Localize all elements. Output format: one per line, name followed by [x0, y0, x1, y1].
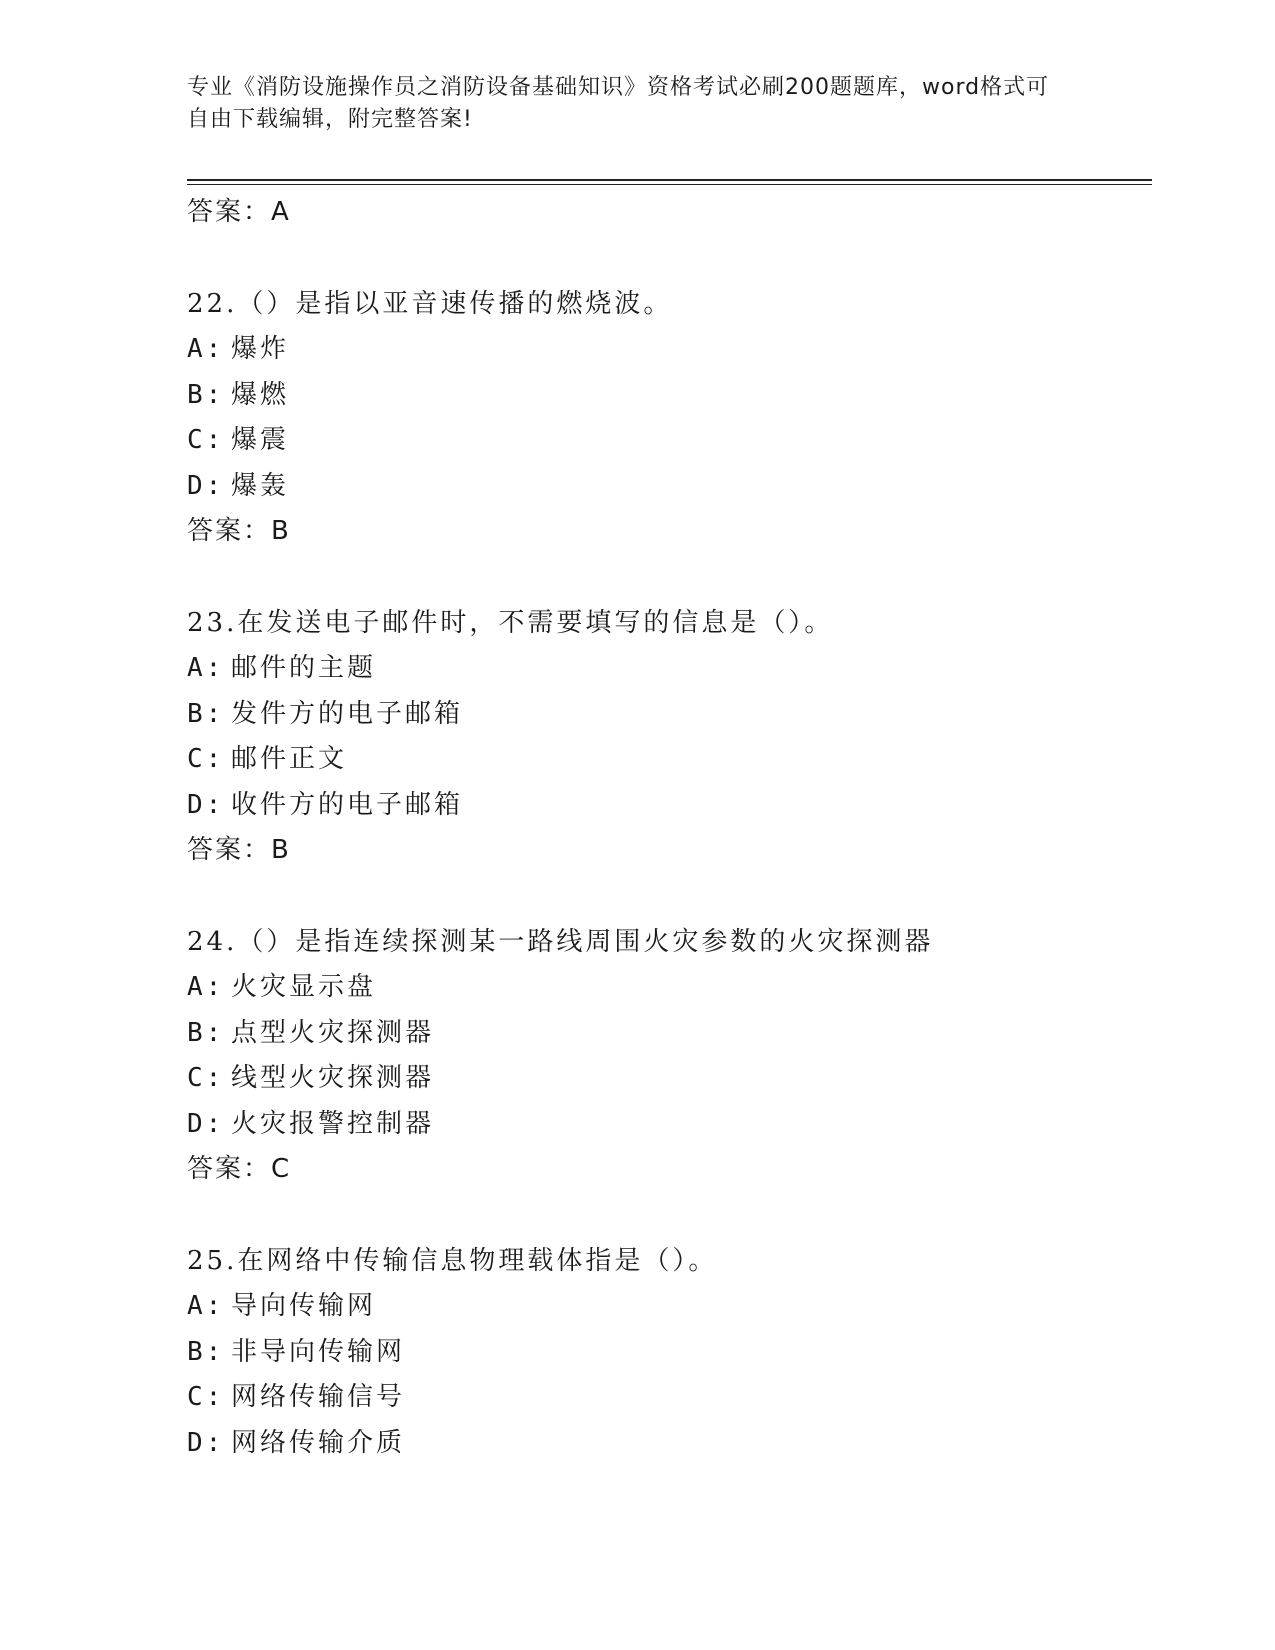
option-letter: A:	[187, 1291, 225, 1321]
option-a	[187, 965, 1152, 1011]
option-letter: A:	[187, 334, 225, 364]
option-text: 邮件正文	[231, 744, 348, 774]
question-text: 23.在发送电子邮件时，不需要填写的信息是（）。	[187, 608, 834, 638]
option-letter: C:	[187, 1063, 225, 1093]
spacer	[187, 235, 1152, 282]
answer-label: 答案：	[187, 516, 272, 546]
option-a	[187, 646, 1152, 692]
option-b	[187, 373, 1152, 419]
question-text: 22.（）是指以亚音速传播的燃烧波。	[187, 289, 673, 319]
option-letter: C:	[187, 744, 225, 774]
option-letter: B:	[187, 379, 225, 410]
option-letter: C:	[187, 425, 225, 455]
option-b	[187, 1330, 1152, 1376]
answer-value: A	[271, 197, 290, 227]
spacer	[187, 1192, 1152, 1239]
option-letter: D:	[187, 470, 225, 501]
option-text: 爆震	[231, 425, 290, 455]
answer-value: B	[271, 516, 290, 546]
option-text: 发件方的电子邮箱	[231, 698, 464, 729]
option-c	[187, 1056, 1152, 1102]
option-b	[187, 1011, 1152, 1057]
answer-label: 答案：	[187, 1154, 272, 1184]
option-text: 网络传输介质	[231, 1427, 406, 1458]
answer-line	[187, 509, 1152, 554]
spacer	[187, 554, 1152, 601]
option-d	[187, 783, 1152, 829]
option-text: 爆炸	[231, 334, 290, 364]
question-text: 25.在网络中传输信息物理载体指是（）。	[187, 1246, 718, 1276]
option-text: 火灾报警控制器	[231, 1108, 435, 1139]
header-divider-thick	[187, 179, 1152, 181]
answer-label: 答案：	[187, 197, 272, 227]
document-header-title: 专业《消防设施操作员之消防设备基础知识》资格考试必刷200题题库，word格式可自由下载编辑，附完整答案!	[187, 75, 1050, 132]
option-d	[187, 464, 1152, 510]
option-text: 爆轰	[231, 470, 290, 501]
option-text: 点型火灾探测器	[231, 1017, 435, 1048]
header-divider-thin	[187, 184, 1152, 185]
option-c	[187, 737, 1152, 783]
option-text: 非导向传输网	[231, 1336, 406, 1367]
option-text: 导向传输网	[231, 1291, 377, 1321]
question-text: 24.（）是指连续探测某一路线周围火灾参数的火灾探测器	[187, 927, 934, 957]
answer-line	[187, 190, 1152, 235]
option-b	[187, 692, 1152, 738]
option-letter: D:	[187, 789, 225, 820]
option-c	[187, 418, 1152, 464]
option-letter: D:	[187, 1427, 225, 1458]
option-letter: B:	[187, 1336, 225, 1367]
option-letter: C:	[187, 1382, 225, 1412]
spacer	[187, 873, 1152, 920]
option-letter: A:	[187, 972, 225, 1002]
option-letter: D:	[187, 1108, 225, 1139]
answer-value: B	[271, 835, 290, 865]
option-d	[187, 1421, 1152, 1467]
answer-line	[187, 1147, 1152, 1192]
option-letter: A:	[187, 653, 225, 683]
option-d	[187, 1102, 1152, 1148]
option-a	[187, 1284, 1152, 1330]
option-text: 线型火灾探测器	[231, 1063, 435, 1093]
answer-value: C	[271, 1154, 291, 1184]
option-text: 火灾显示盘	[231, 972, 377, 1002]
question-list	[187, 190, 1152, 1466]
option-letter: B:	[187, 698, 225, 729]
option-text: 网络传输信号	[231, 1382, 406, 1412]
option-text: 收件方的电子邮箱	[231, 789, 464, 820]
option-a	[187, 327, 1152, 373]
option-c	[187, 1375, 1152, 1421]
option-text: 爆燃	[231, 379, 290, 410]
answer-line	[187, 828, 1152, 873]
option-letter: B:	[187, 1017, 225, 1048]
option-text: 邮件的主题	[231, 653, 377, 683]
answer-label: 答案：	[187, 835, 272, 865]
